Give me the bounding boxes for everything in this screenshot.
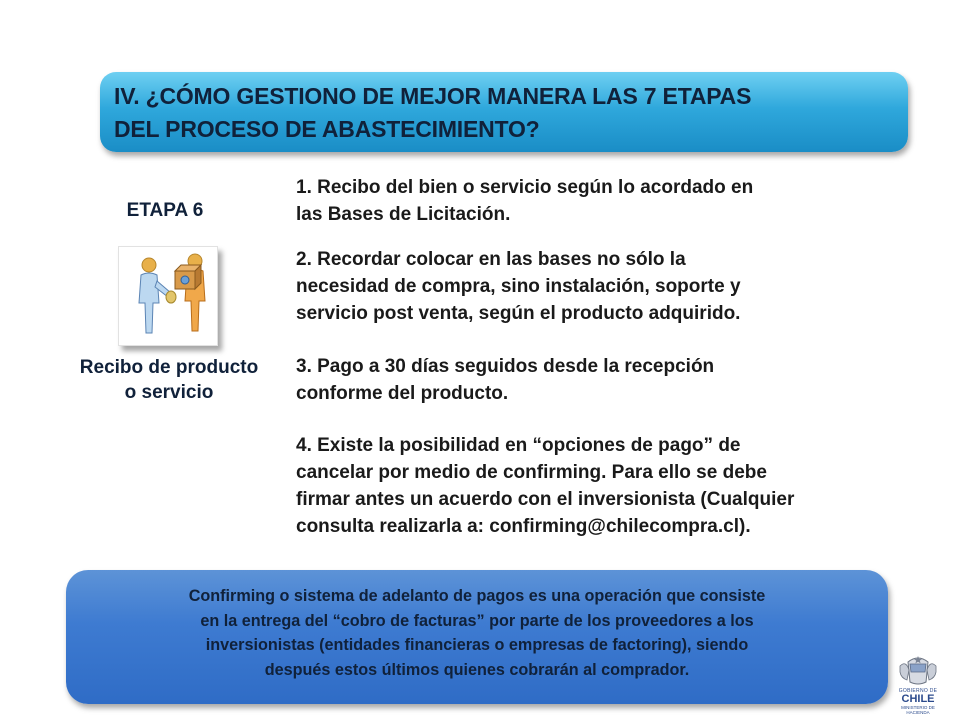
step-1: 1. Recibo del bien o servicio según lo acordado en las Bases de Licitación. <box>296 177 754 225</box>
confirming-note-text: Confirming o sistema de adelanto de pagos es una operación que consiste en la entrega del “cobro de facturas” por parte de los proveedores a los inversionistas (entidades financieras o empresas de factoring), siendo después estos últimos quienes cobrarán al comprador. <box>188 587 766 679</box>
confirming-note-box <box>66 570 888 704</box>
step-2: 2. Recordar colocar en las bases no sólo la necesidad de compra, sino instalación, soporte y servicio post venta, según el producto adquirido. <box>296 249 741 324</box>
two-people-handing-package-icon <box>118 246 218 346</box>
logo-main-text: CHILE <box>901 693 935 705</box>
stage-label: ETAPA 6 <box>126 200 204 221</box>
logo-sub-text: MINISTERIO DE HACIENDA <box>901 705 935 715</box>
logo-top-text: GOBIERNO DE <box>898 688 938 694</box>
step-3: 3. Pago a 30 días seguidos desde la recepción conforme del producto. <box>296 356 715 404</box>
page-title: IV. ¿CÓMO GESTIONO DE MEJOR MANERA LAS 7 ETAPAS DEL PROCESO DE ABASTECIMIENTO? <box>114 83 752 142</box>
gobierno-de-chile-logo <box>892 652 944 714</box>
stage-caption: Recibo de producto o servicio <box>79 357 259 403</box>
step-4: 4. Existe la posibilidad en “opciones de pago” de cancelar por medio de confirming. Para ello se debe firmar antes un acuerdo con el inversionista (Cualquier consulta realizarla a: confirming@chilecompra.cl). <box>296 435 795 537</box>
title-banner <box>100 72 908 152</box>
coat-of-arms-icon <box>892 652 944 688</box>
